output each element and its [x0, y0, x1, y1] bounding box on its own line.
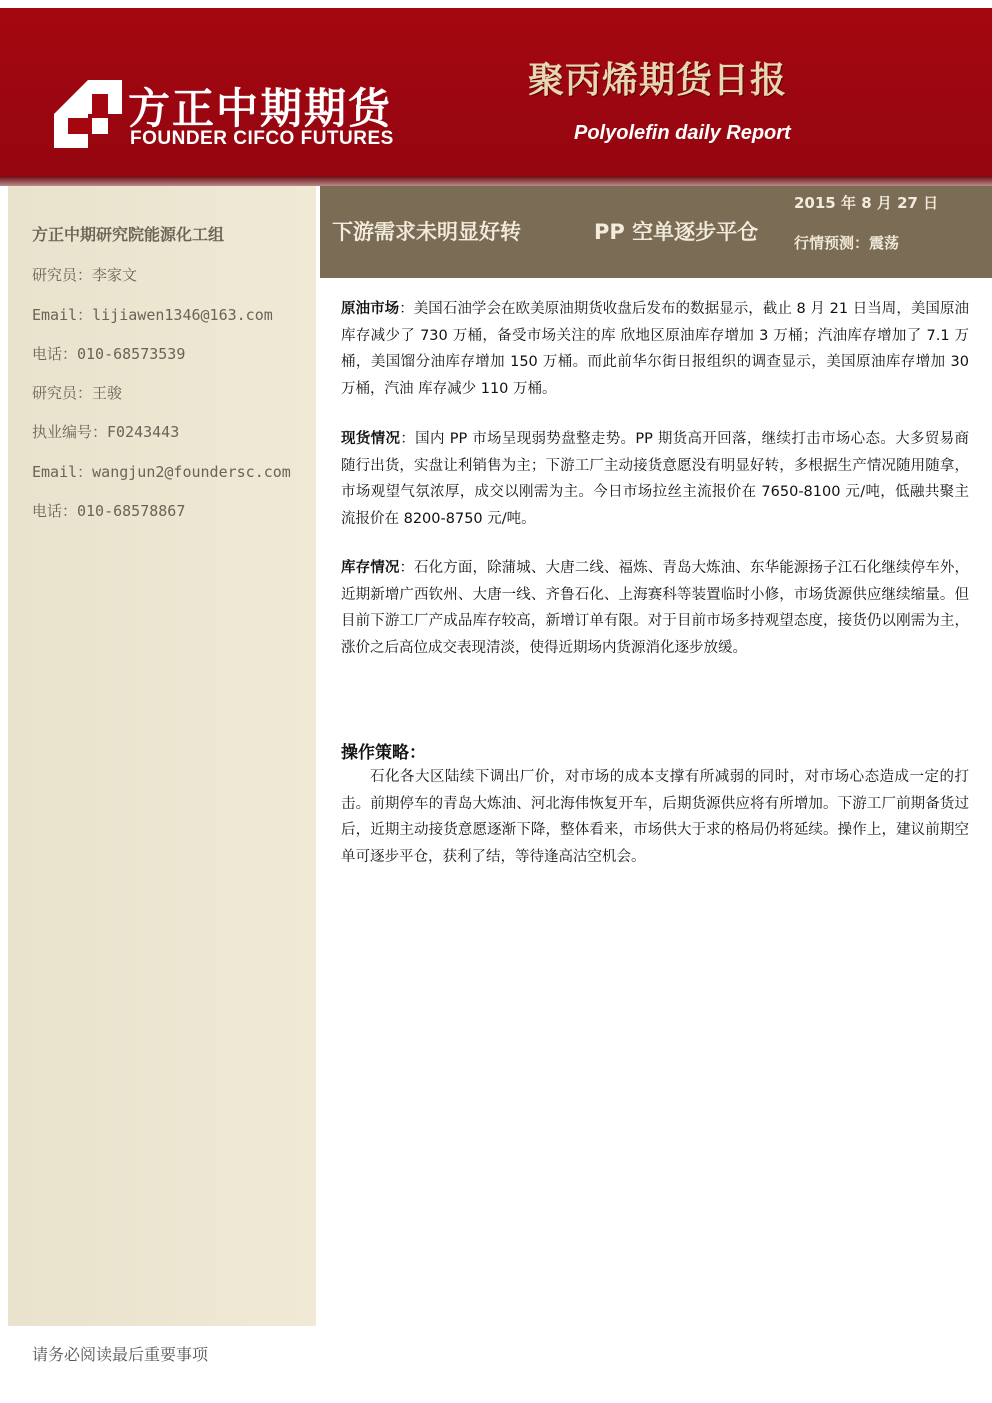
header-divider-strip	[0, 176, 992, 186]
strategy-heading: 操作策略：	[341, 743, 426, 763]
report-subtitle: Polyolefin daily Report	[574, 122, 791, 144]
researcher-name: 研究员：王骏	[32, 384, 123, 402]
section-label: 原油市场	[341, 301, 400, 317]
company-name-en: FOUNDER CIFCO FUTURES	[130, 128, 394, 149]
crude-oil-section	[341, 296, 969, 402]
researcher-email: Email：lijiawen1346@163.com	[32, 306, 273, 324]
headline-part1: 下游需求未明显好转	[332, 220, 521, 244]
report-title: 聚丙烯期货日报	[528, 60, 788, 101]
company-name-cn: 方正中期期货	[128, 84, 393, 133]
researcher-phone: 电话：010-68573539	[32, 345, 186, 363]
research-group-title: 方正中期研究院能源化工组	[32, 225, 225, 244]
researcher-name: 研究员：李家文	[32, 266, 138, 284]
strategy-section: 石化各大区陆续下调出厂价，对市场的成本支撑有所减弱的同时，对市场心态造成一定的打击。前期停车的青岛大炼油、河北海伟恢复开车，后期货源供应将有所增加。下游工厂前期备货过后，近期主动接货意愿逐渐下降，整体看来，市场供大于求的格局仍将延续。操作上，建议前期空单可逐步平仓，获利了结，等待逢高沽空机会。	[341, 769, 969, 865]
license-number: 执业编号：F0243443	[32, 423, 180, 441]
market-forecast: 行情预测：震荡	[794, 234, 900, 252]
disclaimer-note: 请务必阅读最后重要事项	[32, 1345, 209, 1364]
founder-logo-icon	[54, 80, 122, 148]
section-text: ：美国石油学会在欧美原油期货收盘后发布的数据显示，截止 8 月 21 日当周，美国原油库存减少了 730 万桶，备受市场关注的库 欣地区原油库存增加 3 万桶；汽油库存增加了 7.1 万桶，美国馏分油库存增加 150 万桶。而此前华尔街日报组织的调查显示，美国原油库存增加 30 万桶，汽油 库存减少 110 万桶。	[341, 301, 970, 397]
headline-part2: PP 空单逐步平仓	[594, 220, 759, 244]
section-text: ：石化方面，除蒲城、大唐二线、福炼、青岛大炼油、东华能源扬子江石化继续停车外，近期新增广西钦州、大唐一线、齐鲁石化、上海赛科等装置临时小修，市场货源供应继续缩量。但目前下游工厂产成品库存较高，新增订单有限。对于目前市场多持观望态度，接货仍以刚需为主，涨价之后高位成交表现清淡，使得近期场内货源消化逐步放缓。	[341, 560, 970, 656]
spot-section	[341, 426, 969, 532]
report-date: 2015 年 8 月 27 日	[794, 194, 939, 212]
researcher-email: Email：wangjun2@foundersc.com	[32, 463, 291, 481]
section-label: 库存情况	[341, 560, 400, 576]
inventory-section	[341, 555, 969, 661]
section-text: ：国内 PP 市场呈现弱势盘整走势。PP 期货高开回落，继续打击市场心态。大多贸易商随行出货，实盘让利销售为主；下游工厂主动接货意愿没有明显好转，多根据生产情况随用随拿，市场观望气氛浓厚，成交以刚需为主。今日市场拉丝主流报价在 7650-8100 元/吨，低融共聚主流报价在 8200-8750 元/吨。	[341, 431, 969, 527]
researcher-phone: 电话：010-68578867	[32, 502, 186, 520]
section-label: 现货情况	[341, 431, 401, 447]
